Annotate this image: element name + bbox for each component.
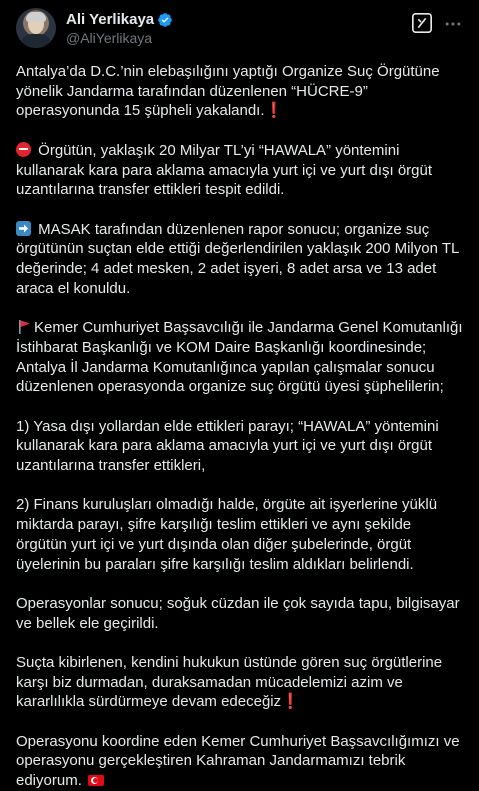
- red-triangular-flag-emoji: [16, 319, 32, 335]
- more-options-icon[interactable]: [443, 14, 463, 34]
- paragraph-6: 2) Finans kuruluşları olmadığı halde, örgüte ait işyerlerine yüklü miktarda parayı, şifre karşılığı teslim ettikleri ve aynı şekilde örgütün yurt içi ve yurt dışında olan diğer şubelerinde, örgüt üyelerinin bu paraları şifre karşılığı teslim aldıkları belirlendi.: [16, 496, 438, 573]
- name-row: [66, 10, 173, 29]
- grok-icon[interactable]: [411, 12, 433, 34]
- author-handle[interactable]: @AliYerlikaya: [66, 30, 153, 46]
- paragraph-8: Suçta kibirlenen, kendini hukukun üstünde gören suç örgütlerine karşı biz durmadan, duraksamadan mücadelemizi azim ve kararlılıkla sürdürmeye devam edeceğiz❗: [16, 653, 443, 711]
- author-display-name[interactable]: Ali Yerlikaya: [66, 11, 155, 28]
- paragraph-7: Operasyonlar sonucu; soğuk cüzdan ile çok sayıda tapu, bilgisayar ve bellek ele geçirildi.: [16, 594, 460, 632]
- avatar[interactable]: [16, 8, 56, 48]
- paragraph-9: Operasyonu koordine eden Kemer Cumhuriyet Başsavcılığımızı ve operasyonu gerçekleştiren Kahraman Jandarmamızı tebrik ediyorum.: [16, 732, 460, 790]
- paragraph-2: Örgütün, yaklaşık 20 Milyar TL’yi “HAWALA” yöntemini kullanarak kara para aklama amacıyla yurt içi ve yurt dışı örgüt uzantılarına transfer ettikleri tespit edildi.: [16, 141, 433, 199]
- post-header: [16, 8, 463, 52]
- right-arrow-emoji: [16, 221, 31, 236]
- red-exclamation-emoji: ❗: [264, 102, 284, 120]
- post-text: [16, 62, 463, 791]
- paragraph-5: 1) Yasa dışı yollardan elde ettikleri parayı; “HAWALA” yöntemini kullanarak kara para aklama amacıyla yurt içi ve yurt dışı örgüt uzantılarına transfer ettikleri,: [16, 417, 439, 474]
- red-exclamation-emoji: ❗: [281, 693, 300, 711]
- author-info: [66, 10, 173, 47]
- paragraph-1: Antalya’da D.C.’nin elebaşılığını yaptığı Organize Suç Örgütüne yönelik Jandarma tarafından düzenlenen “HÜCRE-9” operasyonunda 15 şüpheli yakalandı.❗: [16, 63, 440, 120]
- verified-badge-icon: [157, 12, 173, 28]
- paragraph-3: MASAK tarafından düzenlenen rapor sonucu; organize suç örgütünün suçtan elde ettiği değerlendirilen yaklaşık 200 Milyon TL değerinde; 4 adet mesken, 2 adet işyeri, 8 adet arsa ve 13 adet araca el konuldu.: [16, 220, 459, 297]
- no-entry-emoji: [16, 142, 31, 157]
- paragraph-4: Kemer Cumhuriyet Başsavcılığı ile Jandarma Genel Komutanlığı İstihbarat Başkanlığı ve KOM Daire Başkanlığı koordinesinde; Antalya İl Jandarma Komutanlığınca yapılan çalışmalar sonucu düzenlenen operasyonda organize suç örgütü üyesi şüphelilerin;: [16, 319, 463, 396]
- turkey-flag-emoji: [88, 775, 104, 786]
